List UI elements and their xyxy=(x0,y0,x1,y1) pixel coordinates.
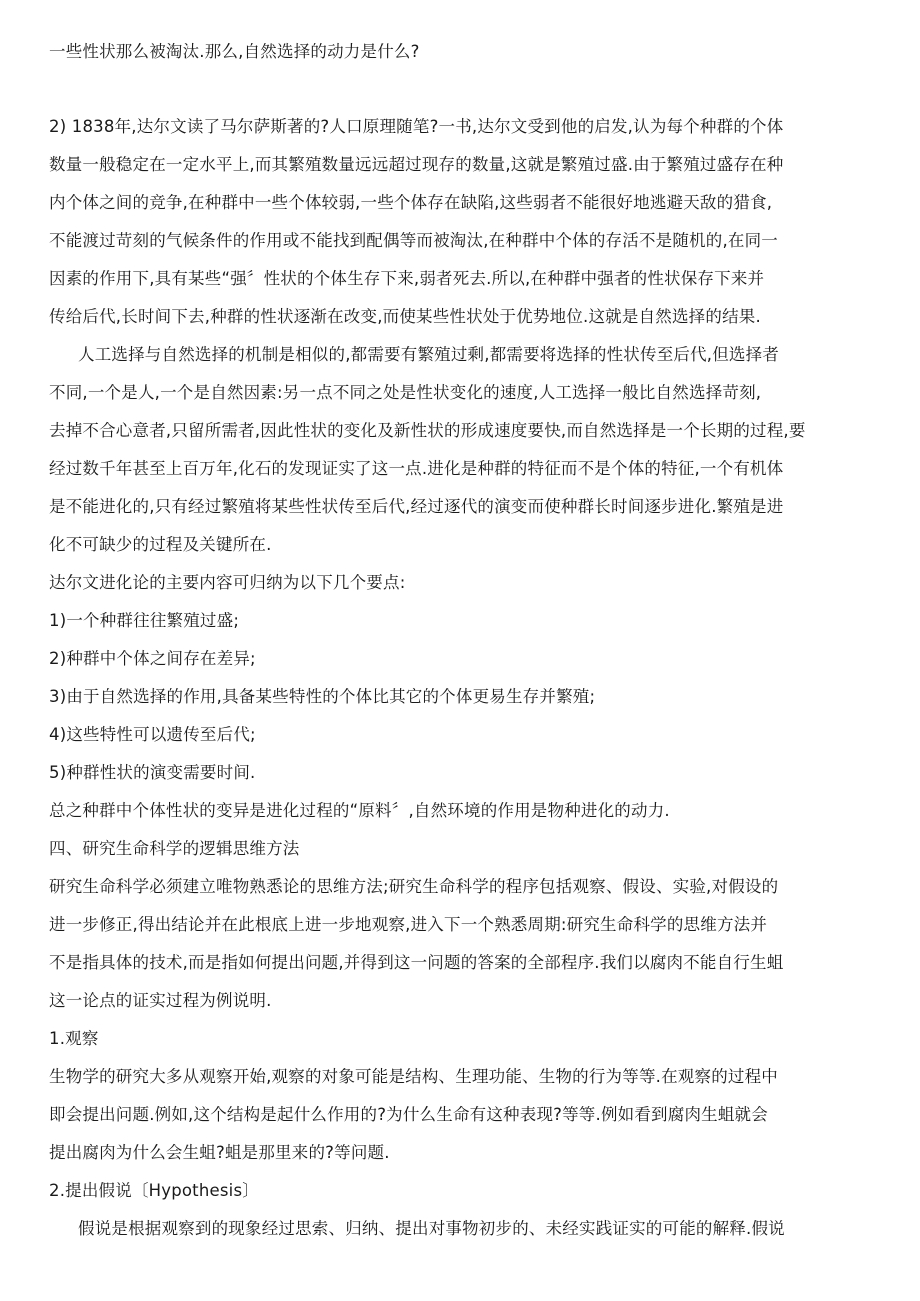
text-line: 去掉不合心意者,只留所需者,因此性状的变化及新性状的形成速度要快,而自然选择是一个长期的过程,要 xyxy=(49,421,806,440)
text-line: 因素的作用下,具有某些“强〞性状的个体生存下来,弱者死去.所以,在种群中强者的性状保存下来并 xyxy=(49,269,765,288)
text-line: 3)由于自然选择的作用,具备某些特性的个体比其它的个体更易生存并繁殖; xyxy=(49,687,596,706)
text-line: 达尔文进化论的主要内容可归纳为以下几个要点: xyxy=(49,573,406,592)
text-line: 经过数千年甚至上百万年,化石的发现证实了这一点.进化是种群的特征而不是个体的特征,一个有机体 xyxy=(49,459,784,478)
text-line: 即会提出问题.例如,这个结构是起什么作用的?为什么生命有这种表现?等等.例如看到腐肉生蛆就会 xyxy=(49,1105,768,1124)
text-line: 进一步修正,得出结论并在此根底上进一步地观察,进入下一个熟悉周期:研究生命科学的思维方法并 xyxy=(49,915,768,934)
text-line: 4)这些特性可以遗传至后代; xyxy=(49,725,256,744)
text-line: 生物学的研究大多从观察开始,观察的对象可能是结构、生理功能、生物的行为等等.在观察的过程中 xyxy=(49,1067,778,1086)
text-line: 一些性状那么被淘汰.那么,自然选择的动力是什么? xyxy=(49,42,420,61)
text-line: 5)种群性状的演变需要时间. xyxy=(49,763,256,782)
text-line: 这一论点的证实过程为例说明. xyxy=(49,991,272,1010)
text-line: 内个体之间的竞争,在种群中一些个体较弱,一些个体存在缺陷,这些弱者不能很好地逃避天敌的猎食, xyxy=(49,193,773,212)
text-line: 数量一般稳定在一定水平上,而其繁殖数量远远超过现存的数量,这就是繁殖过盛.由于繁殖过盛存在种 xyxy=(49,155,784,174)
subheading: 1.观察 xyxy=(49,1029,99,1048)
section-heading: 四、研究生命科学的逻辑思维方法 xyxy=(49,839,300,858)
text-line: 人工选择与自然选择的机制是相似的,都需要有繁殖过剩,都需要将选择的性状传至后代,但选择者 xyxy=(78,345,780,364)
text-line: 研究生命科学必须建立唯物熟悉论的思维方法;研究生命科学的程序包括观察、假设、实验,对假设的 xyxy=(49,877,779,896)
text-line: 不是指具体的技术,而是指如何提出问题,并得到这一问题的答案的全部程序.我们以腐肉不能自行生蛆 xyxy=(49,953,784,972)
text-line: 2) 1838年,达尔文读了马尔萨斯著的?人口原理随笔?一书,达尔文受到他的启发,认为每个种群的个体 xyxy=(49,117,784,136)
text-line: 假说是根据观察到的现象经过思索、归纳、提出对事物初步的、未经实践证实的可能的解释.假说 xyxy=(78,1219,785,1238)
text-line: 传给后代,长时间下去,种群的性状逐渐在改变,而使某些性状处于优势地位.这就是自然选择的结果. xyxy=(49,307,761,326)
text-line: 不能渡过苛刻的气候条件的作用或不能找到配偶等而被淘汰,在种群中个体的存活不是随机的,在同一 xyxy=(49,231,778,250)
text-line: 2)种群中个体之间存在差异; xyxy=(49,649,256,668)
text-line: 总之种群中个体性状的变异是进化过程的“原料〞,自然环境的作用是物种进化的动力. xyxy=(49,801,670,820)
text-line: 1)一个种群往往繁殖过盛; xyxy=(49,611,240,630)
text-line: 化不可缺少的过程及关键所在. xyxy=(49,535,272,554)
text-line: 不同,一个是人,一个是自然因素:另一点不同之处是性状变化的速度,人工选择一般比自然选择苛刻, xyxy=(49,383,762,402)
text-line: 是不能进化的,只有经过繁殖将某些性状传至后代,经过逐代的演变而使种群长时间逐步进化.繁殖是进 xyxy=(49,497,784,516)
text-line: 提出腐肉为什么会生蛆?蛆是那里来的?等问题. xyxy=(49,1143,390,1162)
subheading: 2.提出假说〔Hypothesis〕 xyxy=(49,1181,259,1200)
